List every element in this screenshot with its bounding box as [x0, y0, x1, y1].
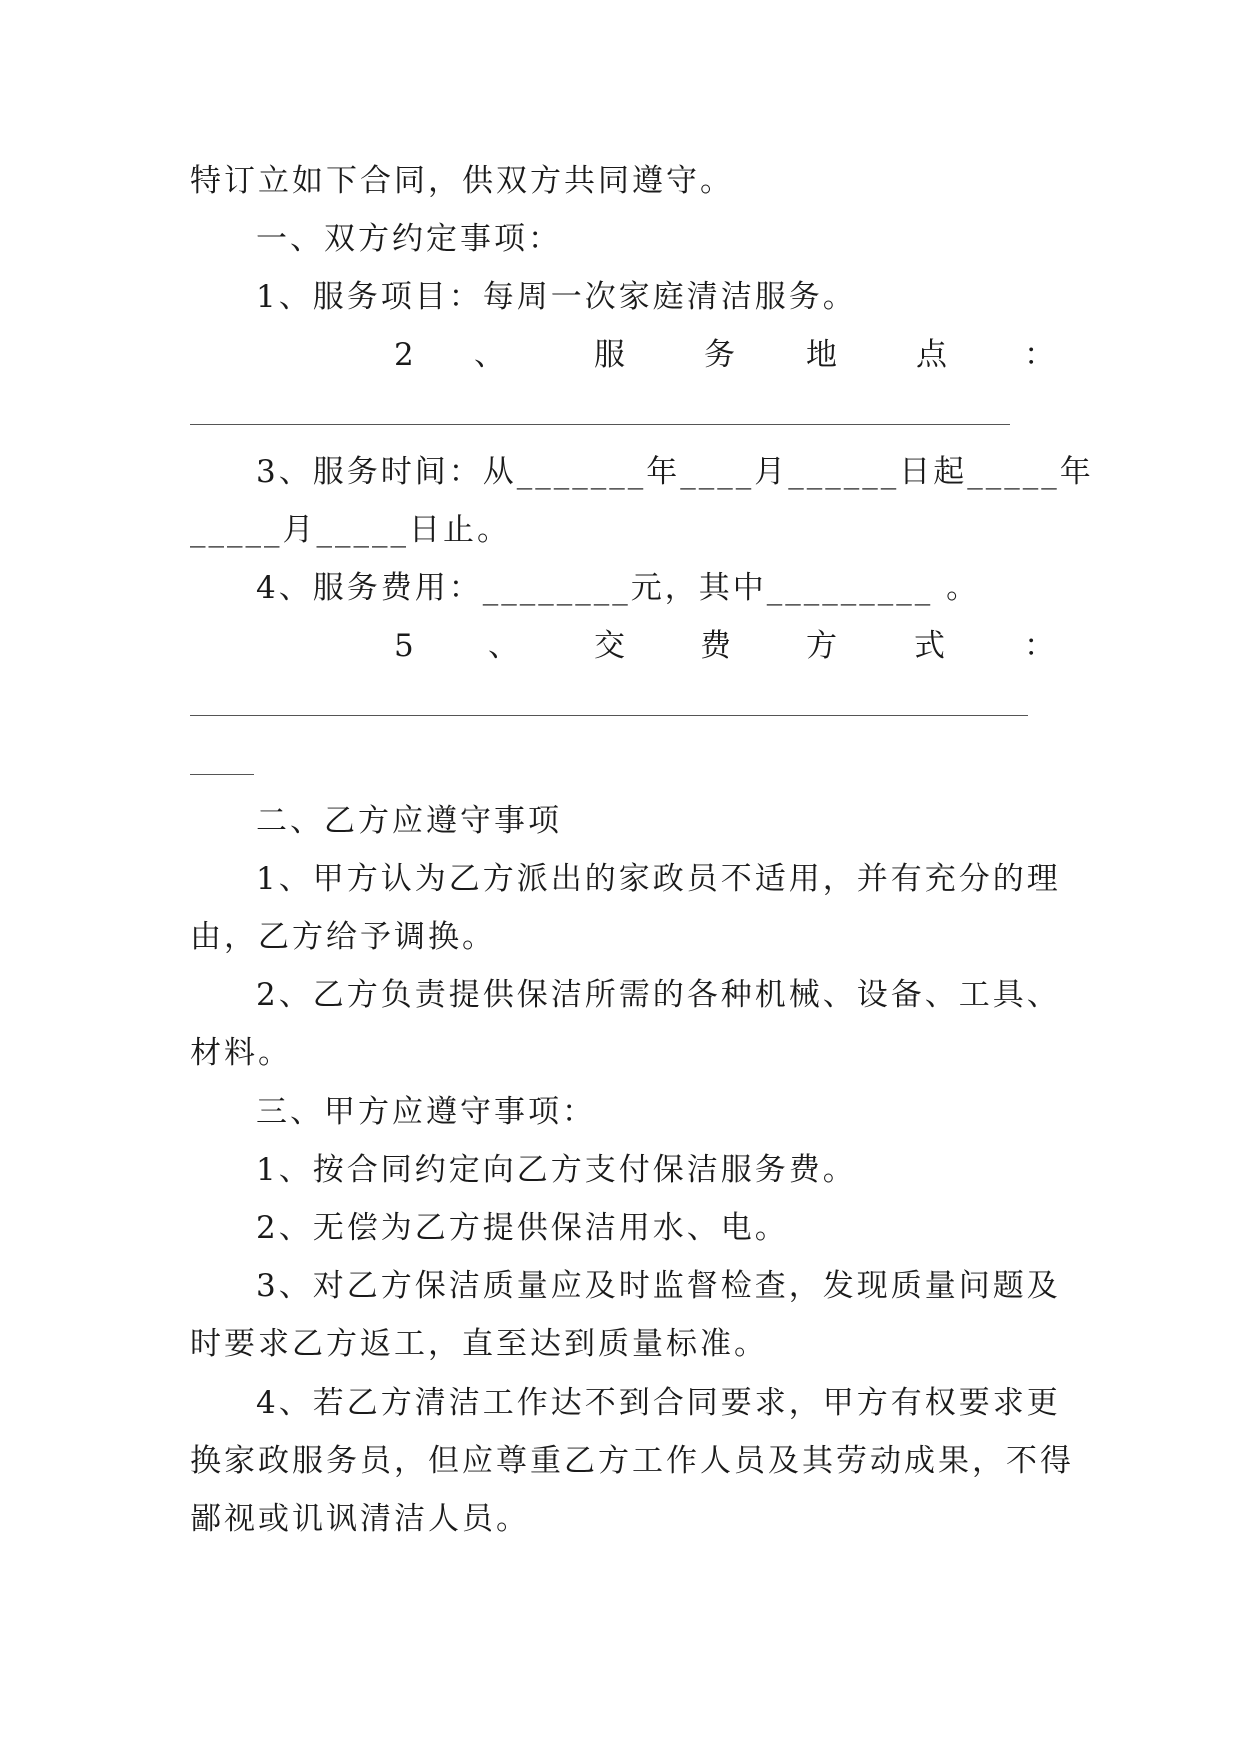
clause-a-1: 1、按合同约定向乙方支付保洁服务费。	[256, 1152, 857, 1188]
char: 、	[474, 337, 505, 373]
char: 5	[394, 628, 414, 664]
char: 交	[594, 628, 625, 664]
char: 费	[700, 628, 731, 664]
clause-b-1-cont: 由，乙方给予调换。	[190, 919, 496, 955]
section-heading-1: 一、双方约定事项：	[256, 221, 562, 257]
blank-line-payment	[190, 715, 1028, 716]
clause-service-time-cont: _____月_____日止。	[190, 512, 511, 548]
section-heading-2: 二、乙方应遵守事项	[256, 803, 562, 839]
clause-service-fee: 4、服务费用：________元，其中_________ 。	[256, 570, 981, 606]
clause-b-1: 1、甲方认为乙方派出的家政员不适用，并有充分的理	[256, 861, 1061, 897]
blank-line-payment-cont	[190, 774, 254, 775]
clause-a-3-cont: 时要求乙方返工，直至达到质量标准。	[190, 1326, 768, 1362]
blank-line-location	[190, 424, 1010, 425]
clause-a-4: 4、若乙方清洁工作达不到合同要求，甲方有权要求更	[256, 1385, 1061, 1421]
char: 、	[488, 628, 519, 664]
section-heading-3: 三、甲方应遵守事项：	[256, 1094, 596, 1130]
char: 务	[704, 337, 735, 373]
clause-service-item: 1、服务项目：每周一次家庭清洁服务。	[256, 279, 857, 315]
clause-a-4-cont: 换家政服务员，但应尊重乙方工作人员及其劳动成果，不得	[190, 1443, 1074, 1479]
clause-a-3: 3、对乙方保洁质量应及时监督检查，发现质量问题及	[256, 1268, 1061, 1304]
clause-a-2: 2、无偿为乙方提供保洁用水、电。	[256, 1210, 789, 1246]
clause-b-2: 2、乙方负责提供保洁所需的各种机械、设备、工具、	[256, 977, 1061, 1013]
clause-service-location	[256, 335, 1060, 375]
char: 2	[394, 337, 414, 373]
char: ：	[1024, 337, 1055, 373]
char: 方	[806, 628, 837, 664]
paragraph-intro: 特订立如下合同，供双方共同遵守。	[190, 163, 734, 199]
char: 式	[914, 628, 945, 664]
clause-service-time: 3、服务时间：从_______年____月______日起_____年	[256, 454, 1094, 490]
clause-a-4-cont-2: 鄙视或讥讽清洁人员。	[190, 1501, 530, 1537]
clause-payment-method	[256, 626, 1060, 666]
char: 服	[594, 337, 625, 373]
char: 点	[916, 337, 947, 373]
char: ：	[1024, 628, 1055, 664]
clause-b-2-cont: 材料。	[190, 1035, 292, 1071]
char: 地	[806, 337, 837, 373]
